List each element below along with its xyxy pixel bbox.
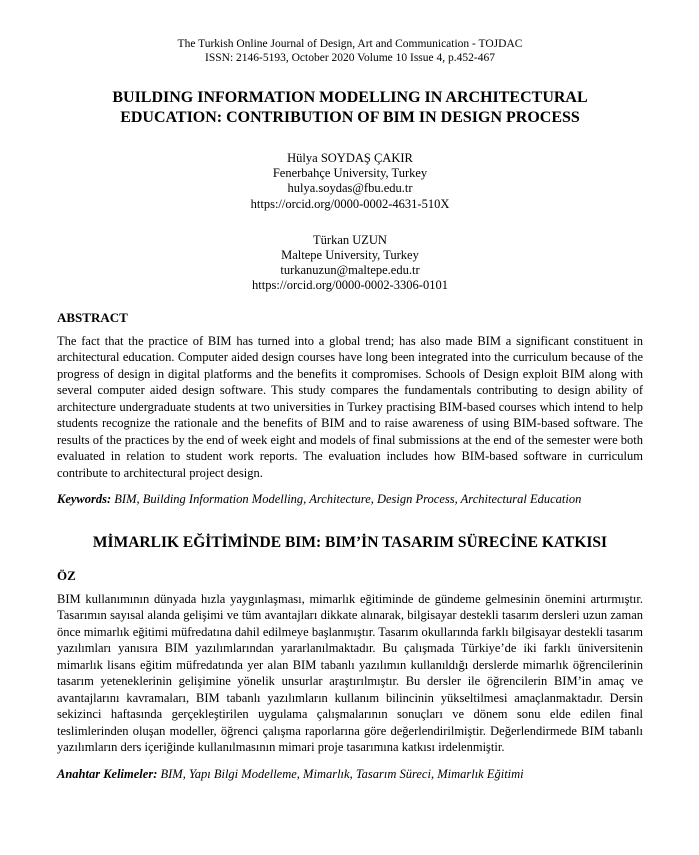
paper-title-english: BUILDING INFORMATION MODELLING IN ARCHITECTURAL EDUCATION: CONTRIBUTION OF BIM IN DESIGN PROCESS bbox=[112, 89, 588, 126]
abstract-heading: ABSTRACT bbox=[57, 309, 128, 325]
abstract-text: The fact that the practice of BIM has turned into a global trend; has also made BIM a significant constituent in architectural education. Computer aided design courses have long been integrated into the curriculum because of the progress of design in digital platforms and the benefits it compromises. Schools of Design exploit BIM along with several computer aided design software. This study compares the fundamentals contributing to design ability of architecture undergraduate students at two universities in Turkey practising BIM-based courses which intend to help students recognize the rationale and the benefits of BIM and to raise awareness of using BIM-based software. The results of the practices by the end of week eight and models of final submissions at the end of the semester were both evaluated in relation to student work reports. The evaluation includes how BIM-based software in curriculum contribute to architectural project design. bbox=[57, 333, 643, 480]
keywords-line bbox=[57, 491, 643, 508]
journal-header bbox=[57, 38, 643, 65]
author-email: turkanuzun@maltepe.edu.tr bbox=[280, 263, 420, 278]
author-email: hulya.soydas@fbu.edu.tr bbox=[287, 181, 413, 196]
oz-text: BIM kullanımının dünyada hızla yaygınlaşması, mimarlık eğitiminde de gündeme gelmesinin önemini artırmıştır. Tasarımın sayısal alanda gelişimi ve tüm avantajları dikkate alınarak, bilgisayar destekli tasarım dersleri uzun zaman önce mimarlık eğitimi müfredatına dahil edilmeye başlanmıştır. Tasarım okullarında farklı bilgisayar destekli tasarım yazılımları yanısıra BIM yazılımlarından yararlanılmaktadır. Bu çalışmada Türkiye’de iki farklı üniversitenin mimarlık lisans eğitim müfredatında yer alan BIM tabanlı yazılımın kullanıldığı derslerde mimarlık öğrencilerinin tasarım yeteneklerinin gelişimine yönelik unsurlar araştırılmıştır. Bu dersler ile öğrencilerin BIM’in amaç ve avantajlarını kavramaları, BIM tabanlı yazılımların kullanım bilincinin yükseltilmesi amaçlanmaktadır. Dersin sekizinci haftasında gerçekleştirilen uygulama çalışmalarının sonuçları ve dönem sonu elde edilen final teslimlerinden oluşan modeller, öğrenci çalışma raporlarına göre değerlendirilmiştir. Değerlendirmede BIM tabanlı yazılımların ders içeriğinde kullanılmasının mimari proje tasarımına katkısı irdelenmiştir. bbox=[57, 591, 643, 755]
author-orcid: https://orcid.org/0000-0002-4631-510X bbox=[250, 196, 450, 211]
author-block-1 bbox=[57, 151, 643, 212]
authors-section bbox=[57, 151, 643, 294]
journal-header-line-1: The Turkish Online Journal of Design, Art and Communication - TOJDAC bbox=[177, 38, 523, 50]
author-affiliation: Fenerbahçe University, Turkey bbox=[272, 166, 428, 181]
paper-title-turkish: MİMARLIK EĞİTİMİNDE BIM: BIM’İN TASARIM SÜRECİNE KATKISI bbox=[92, 533, 608, 551]
oz-heading: ÖZ bbox=[57, 567, 76, 583]
keywords-label: Keywords: bbox=[57, 492, 112, 507]
author-block-2 bbox=[57, 233, 643, 294]
journal-header-line-2: ISSN: 2146-5193, October 2020 Volume 10 Issue 4, p.452-467 bbox=[205, 51, 495, 64]
author-name: Hülya SOYDAŞ ÇAKIR bbox=[287, 151, 413, 165]
anahtar-kelimeler-line bbox=[57, 766, 643, 783]
anahtar-kelimeler-text: BIM, Yapı Bilgi Modelleme, Mimarlık, Tasarım Süreci, Mimarlık Eğitimi bbox=[160, 766, 524, 781]
anahtar-kelimeler-label: Anahtar Kelimeler: bbox=[57, 766, 158, 781]
author-orcid: https://orcid.org/0000-0002-3306-0101 bbox=[252, 278, 448, 293]
keywords-text: BIM, Building Information Modelling, Architecture, Design Process, Architectural Education bbox=[114, 492, 582, 507]
author-name: Türkan UZUN bbox=[313, 232, 387, 247]
author-affiliation: Maltepe University, Turkey bbox=[281, 248, 419, 263]
